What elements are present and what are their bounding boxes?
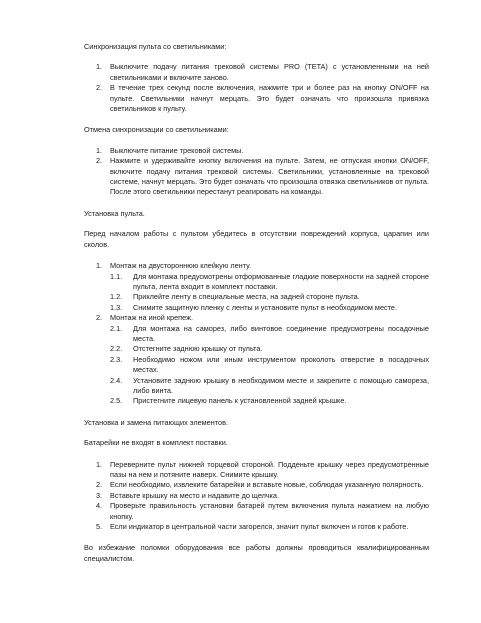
sub-item: 2.3. Необходимо ножом или иным инструментом проколоть отверстие в посадочных местах. — [110, 354, 429, 375]
sync-steps — [84, 62, 429, 114]
sub-item: 1.3. Снимите защитную пленку с ленты и установите пульт в необходимом месте. — [110, 302, 397, 312]
install-steps — [84, 261, 429, 407]
step-text: Монтаж на иной крепеж. — [110, 313, 194, 323]
list-item: 2. Монтаж на иной крепеж. 2.1. Для монтажа на саморез, либо винтовое соединение предусмотрены посадочные места. 2.2. Отстегните заднюю крышку от пульта. 2.3. Необходимо ножом или иным инструментом проколоть отверстие в посадочных местах. 2.4. Установите заднюю крышку в необходимом месте и закрепите с помощью самореза, либо винта. 2.5. Пристегните лицевую панель к установленной задней крышке. — [84, 313, 429, 407]
unsync-steps — [84, 146, 429, 198]
footer-warning: Во избежание поломки оборудования все работы должны проводиться квалифицированным специалистом. — [84, 543, 429, 563]
step-text: Выключите подачу питания трековой системы PRO (TETA) с установленными на ней светильниками и включите заново. — [110, 62, 429, 82]
list-item: 4. Проверьте правильность установки батарей путем включения пульта нажатием на любую кнопку. — [96, 501, 429, 521]
list-item: 5. Если индикатор в центральной части загорелся, значит пульт включен и готов к работе. — [96, 522, 409, 532]
sub-item: 2.5. Пристегните лицевую панель к установленной задней крышке. — [110, 396, 347, 406]
sync-title: Синхронизация пульта со светильниками: — [84, 42, 227, 51]
list-item: 3. Вставьте крышку на место и надавите до щелчка. — [96, 490, 279, 500]
install-title: Установка пульта. — [84, 208, 145, 218]
step-text: Если необходимо, извлеките батарейки и вставьте новые, соблюдая указанную полярность. — [110, 480, 424, 490]
step-text: Нажмите и удерживайте кнопку включения на пульте. Затем, не отпуская кнопки ON/OFF, включите подачу питания трековой системы. Светильники, установленные на трековой системе, начнут мерцать. Это будет означать что произошла отвязка светильников от пульта. После этого светильники перестанут реагировать на команды. — [110, 156, 429, 197]
list-item: 1. Выключите подачу питания трековой системы PRO (TETA) с установленными на ней светильниками и включите заново. — [96, 62, 429, 82]
step-text: Проверьте правильность установки батарей путем включения пульта нажатием на любую кнопку. — [110, 501, 429, 521]
instruction-page — [84, 42, 429, 564]
list-item: 1. Монтаж на двустороннюю клейкую ленту. 1.1. Для монтажа предусмотрены отформованные гладкие поверхности на задней стороне пульта, лента входит в комплект поставки. 1.2. Приклейте ленту в специальные места, на задней стороне пульта. 1.3. Снимите защитную пленку с ленты и установите пульт в необходимом месте. — [84, 261, 429, 313]
step-text: Выключите питание трековой системы. — [110, 145, 244, 155]
list-item: 2. В течение трех секунд после включения, нажмите три и более раз на кнопку ON/OFF на пульте. Светильники начнут мерцать. Это будет означать что произошла привязка светильников к пульту. — [96, 83, 429, 114]
unsync-title: Отмена синхронизации со светильниками: — [84, 125, 229, 135]
battery-title: Установка и замена питающих элементов. — [84, 417, 228, 427]
step-text: Вставьте крышку на место и надавите до щелчка. — [110, 490, 279, 500]
step-text: Переверните пульт нижней торцевой стороной. Подденьте крышку через предусмотренные пазы на нем и потяните наверх. Снимите крышку. — [110, 459, 429, 479]
sub-item: 1.2. Приклейте ленту в специальные места, на задней стороне пульта. — [110, 292, 360, 302]
step-text: В течение трех секунд после включения, нажмите три и более раз на кнопку ON/OFF на пульте. Светильники начнут мерцать. Это будет означать что произошла привязка светильников к пульту. — [110, 83, 429, 114]
step-text: Монтаж на двустороннюю клейкую ленту. — [110, 261, 252, 271]
battery-note: Батарейки не входят в комплект поставки. — [84, 438, 228, 448]
battery-steps — [84, 460, 429, 533]
sub-item: 2.1. Для монтажа на саморез, либо винтовое соединение предусмотрены посадочные места. — [110, 323, 429, 343]
sub-item: 2.2. Отстегните заднюю крышку от пульта. — [110, 344, 263, 354]
install-intro: Перед началом работы с пультом убедитесь в отсутствии повреждений корпуса, царапин или сколов. — [84, 229, 429, 249]
list-item: 1. Выключите питание трековой системы. — [96, 145, 244, 155]
list-item: 2. Если необходимо, извлеките батарейки и вставьте новые, соблюдая указанную полярность. — [96, 480, 424, 490]
list-item: 2. Нажмите и удерживайте кнопку включения на пульте. Затем, не отпуская кнопки ON/OFF, включите подачу питания трековой системы. Светильники, установленные на трековой системе, начнут мерцать. Это будет означать что произошла отвязка светильников от пульта. После этого светильники перестанут реагировать на команды. — [96, 156, 429, 197]
sub-item: 1.1. Для монтажа предусмотрены отформованные гладкие поверхности на задней стороне пульта, лента входит в комплект поставки. — [110, 271, 429, 291]
sub-item: 2.4. Установите заднюю крышку в необходимом месте и закрепите с помощью самореза, либо винта. — [110, 375, 429, 395]
step-text: Если индикатор в центральной части загорелся, значит пульт включен и готов к работе. — [110, 522, 409, 532]
list-item: 1. Переверните пульт нижней торцевой стороной. Подденьте крышку через предусмотренные пазы на нем и потяните наверх. Снимите крышку. — [96, 459, 429, 479]
